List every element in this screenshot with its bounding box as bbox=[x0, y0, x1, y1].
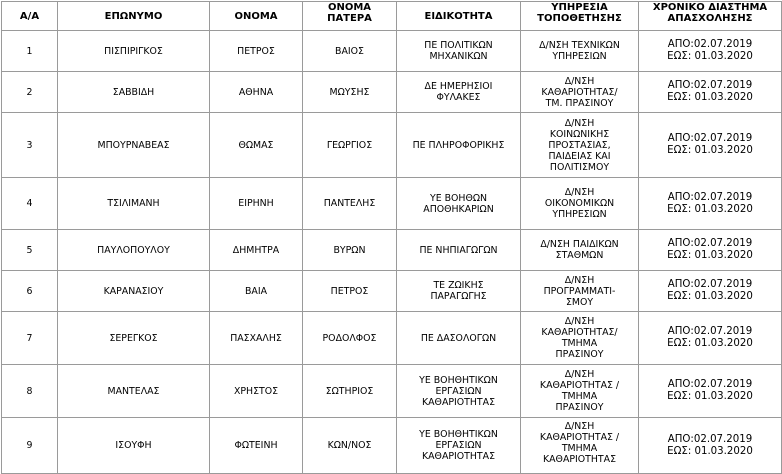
cell-service: Δ/ΝΣΗ ΚΑΘΑΡΙΟΤΗΤΑΣ/ ΤΜ. ΠΡΑΣΙΝΟΥ bbox=[521, 72, 639, 113]
cell-father-name: ΡΟΔΟΛΦΟΣ bbox=[303, 312, 397, 365]
cell-aa: 7 bbox=[2, 312, 58, 365]
header-period: ΧΡΟΝΙΚΟ ΔΙΑΣΤΗΜΑ ΑΠΑΣΧΟΛΗΣΗΣ bbox=[639, 2, 782, 31]
cell-surname: ΚΑΡΑΝΑΣΙΟΥ bbox=[58, 271, 210, 312]
cell-surname: ΜΑΝΤΕΛΑΣ bbox=[58, 365, 210, 418]
cell-period: ΑΠΟ:02.07.2019 ΕΩΣ: 01.03.2020 bbox=[639, 312, 782, 365]
table-row bbox=[2, 113, 782, 178]
table-row bbox=[2, 418, 782, 474]
cell-service: Δ/ΝΣΗ ΚΟΙΝΩΝΙΚΗΣ ΠΡΟΣΤΑΣΙΑΣ, ΠΑΙΔΕΙΑΣ ΚΑΙ ΠΟΛΙΤΙΣΜΟΥ bbox=[521, 113, 639, 178]
header-name: ΟΝΟΜΑ bbox=[210, 2, 303, 31]
cell-name: ΠΕΤΡΟΣ bbox=[210, 31, 303, 72]
cell-father-name: ΜΩΥΣΗΣ bbox=[303, 72, 397, 113]
cell-service: Δ/ΝΣΗ ΠΑΙΔΙΚΩΝ ΣΤΑΘΜΩΝ bbox=[521, 230, 639, 271]
cell-specialty: ΤΕ ΖΩΙΚΗΣ ΠΑΡΑΓΩΓΗΣ bbox=[397, 271, 521, 312]
cell-surname: ΙΣΟΥΦΗ bbox=[58, 418, 210, 474]
table-row bbox=[2, 72, 782, 113]
cell-specialty: ΥΕ ΒΟΗΘΗΤΙΚΩΝ ΕΡΓΑΣΙΩΝ ΚΑΘΑΡΙΟΤΗΤΑΣ bbox=[397, 365, 521, 418]
cell-name: ΔΗΜΗΤΡΑ bbox=[210, 230, 303, 271]
table-row bbox=[2, 271, 782, 312]
cell-surname: ΠΑΥΛΟΠΟΥΛΟΥ bbox=[58, 230, 210, 271]
cell-service: Δ/ΝΣΗ ΚΑΘΑΡΙΟΤΗΤΑΣ / ΤΜΗΜΑ ΚΑΘΑΡΙΟΤΗΤΑΣ bbox=[521, 418, 639, 474]
cell-name: ΑΘΗΝΑ bbox=[210, 72, 303, 113]
cell-aa: 4 bbox=[2, 178, 58, 230]
cell-surname: ΣΕΡΕΓΚΟΣ bbox=[58, 312, 210, 365]
cell-father-name: ΣΩΤΗΡΙΟΣ bbox=[303, 365, 397, 418]
cell-specialty: ΔΕ ΗΜΕΡΗΣΙΟΙ ΦΥΛΑΚΕΣ bbox=[397, 72, 521, 113]
cell-period: ΑΠΟ:02.07.2019 ΕΩΣ: 01.03.2020 bbox=[639, 178, 782, 230]
cell-father-name: ΒΥΡΩΝ bbox=[303, 230, 397, 271]
staff-table bbox=[1, 1, 782, 474]
cell-surname: ΣΑΒΒΙΔΗ bbox=[58, 72, 210, 113]
cell-name: ΒΑΙΑ bbox=[210, 271, 303, 312]
cell-period: ΑΠΟ:02.07.2019 ΕΩΣ: 01.03.2020 bbox=[639, 271, 782, 312]
table-row bbox=[2, 31, 782, 72]
cell-period: ΑΠΟ:02.07.2019 ΕΩΣ: 01.03.2020 bbox=[639, 31, 782, 72]
cell-aa: 6 bbox=[2, 271, 58, 312]
cell-name: ΠΑΣΧΑΛΗΣ bbox=[210, 312, 303, 365]
table-row bbox=[2, 178, 782, 230]
cell-period: ΑΠΟ:02.07.2019 ΕΩΣ: 01.03.2020 bbox=[639, 230, 782, 271]
cell-surname: ΤΣΙΛΙΜΑΝΗ bbox=[58, 178, 210, 230]
cell-specialty: ΠΕ ΠΟΛΙΤΙΚΩΝ ΜΗΧΑΝΙΚΩΝ bbox=[397, 31, 521, 72]
cell-specialty: ΠΕ ΠΛΗΡΟΦΟΡΙΚΗΣ bbox=[397, 113, 521, 178]
cell-name: ΘΩΜΑΣ bbox=[210, 113, 303, 178]
cell-aa: 5 bbox=[2, 230, 58, 271]
header-row bbox=[2, 2, 782, 31]
cell-surname: ΠΙΣΠΙΡΙΓΚΟΣ bbox=[58, 31, 210, 72]
cell-name: ΦΩΤΕΙΝΗ bbox=[210, 418, 303, 474]
cell-period: ΑΠΟ:02.07.2019 ΕΩΣ: 01.03.2020 bbox=[639, 72, 782, 113]
cell-specialty: ΠΕ ΝΗΠΙΑΓΩΓΩΝ bbox=[397, 230, 521, 271]
cell-service: Δ/ΝΣΗ ΟΙΚΟΝΟΜΙΚΩΝ ΥΠΗΡΕΣΙΩΝ bbox=[521, 178, 639, 230]
cell-aa: 9 bbox=[2, 418, 58, 474]
cell-father-name: ΠΑΝΤΕΛΗΣ bbox=[303, 178, 397, 230]
cell-father-name: ΠΕΤΡΟΣ bbox=[303, 271, 397, 312]
cell-aa: 3 bbox=[2, 113, 58, 178]
cell-specialty: ΥΕ ΒΟΗΘΗΤΙΚΩΝ ΕΡΓΑΣΙΩΝ ΚΑΘΑΡΙΟΤΗΤΑΣ bbox=[397, 418, 521, 474]
cell-name: ΕΙΡΗΝΗ bbox=[210, 178, 303, 230]
cell-service: Δ/ΝΣΗ ΠΡΟΓΡΑΜΜΑΤΙ- ΣΜΟΥ bbox=[521, 271, 639, 312]
header-service: ΥΠΗΡΕΣΙΑ ΤΟΠΟΘΕΤΗΣΗΣ bbox=[521, 2, 639, 31]
cell-name: ΧΡΗΣΤΟΣ bbox=[210, 365, 303, 418]
cell-service: Δ/ΝΣΗ ΚΑΘΑΡΙΟΤΗΤΑΣ / ΤΜΗΜΑ ΠΡΑΣΙΝΟΥ bbox=[521, 365, 639, 418]
cell-surname: ΜΠΟΥΡΝΑΒΕΑΣ bbox=[58, 113, 210, 178]
cell-father-name: ΚΩΝ/ΝΟΣ bbox=[303, 418, 397, 474]
header-aa: Α/Α bbox=[2, 2, 58, 31]
cell-period: ΑΠΟ:02.07.2019 ΕΩΣ: 01.03.2020 bbox=[639, 365, 782, 418]
cell-period: ΑΠΟ:02.07.2019 ΕΩΣ: 01.03.2020 bbox=[639, 418, 782, 474]
header-father-name: ΟΝΟΜΑ ΠΑΤΕΡΑ bbox=[303, 2, 397, 31]
table-row bbox=[2, 230, 782, 271]
cell-specialty: ΠΕ ΔΑΣΟΛΟΓΩΝ bbox=[397, 312, 521, 365]
cell-service: Δ/ΝΣΗ ΤΕΧΝΙΚΩΝ ΥΠΗΡΕΣΙΩΝ bbox=[521, 31, 639, 72]
cell-period: ΑΠΟ:02.07.2019 ΕΩΣ: 01.03.2020 bbox=[639, 113, 782, 178]
cell-father-name: ΒΑΙΟΣ bbox=[303, 31, 397, 72]
table-row bbox=[2, 365, 782, 418]
cell-specialty: ΥΕ ΒΟΗΘΩΝ ΑΠΟΘΗΚΑΡΙΩΝ bbox=[397, 178, 521, 230]
header-surname: ΕΠΩΝΥΜΟ bbox=[58, 2, 210, 31]
cell-aa: 1 bbox=[2, 31, 58, 72]
cell-aa: 8 bbox=[2, 365, 58, 418]
cell-father-name: ΓΕΩΡΓΙΟΣ bbox=[303, 113, 397, 178]
table-row bbox=[2, 312, 782, 365]
header-specialty: ΕΙΔΙΚΟΤΗΤΑ bbox=[397, 2, 521, 31]
cell-aa: 2 bbox=[2, 72, 58, 113]
cell-service: Δ/ΝΣΗ ΚΑΘΑΡΙΟΤΗΤΑΣ/ ΤΜΗΜΑ ΠΡΑΣΙΝΟΥ bbox=[521, 312, 639, 365]
